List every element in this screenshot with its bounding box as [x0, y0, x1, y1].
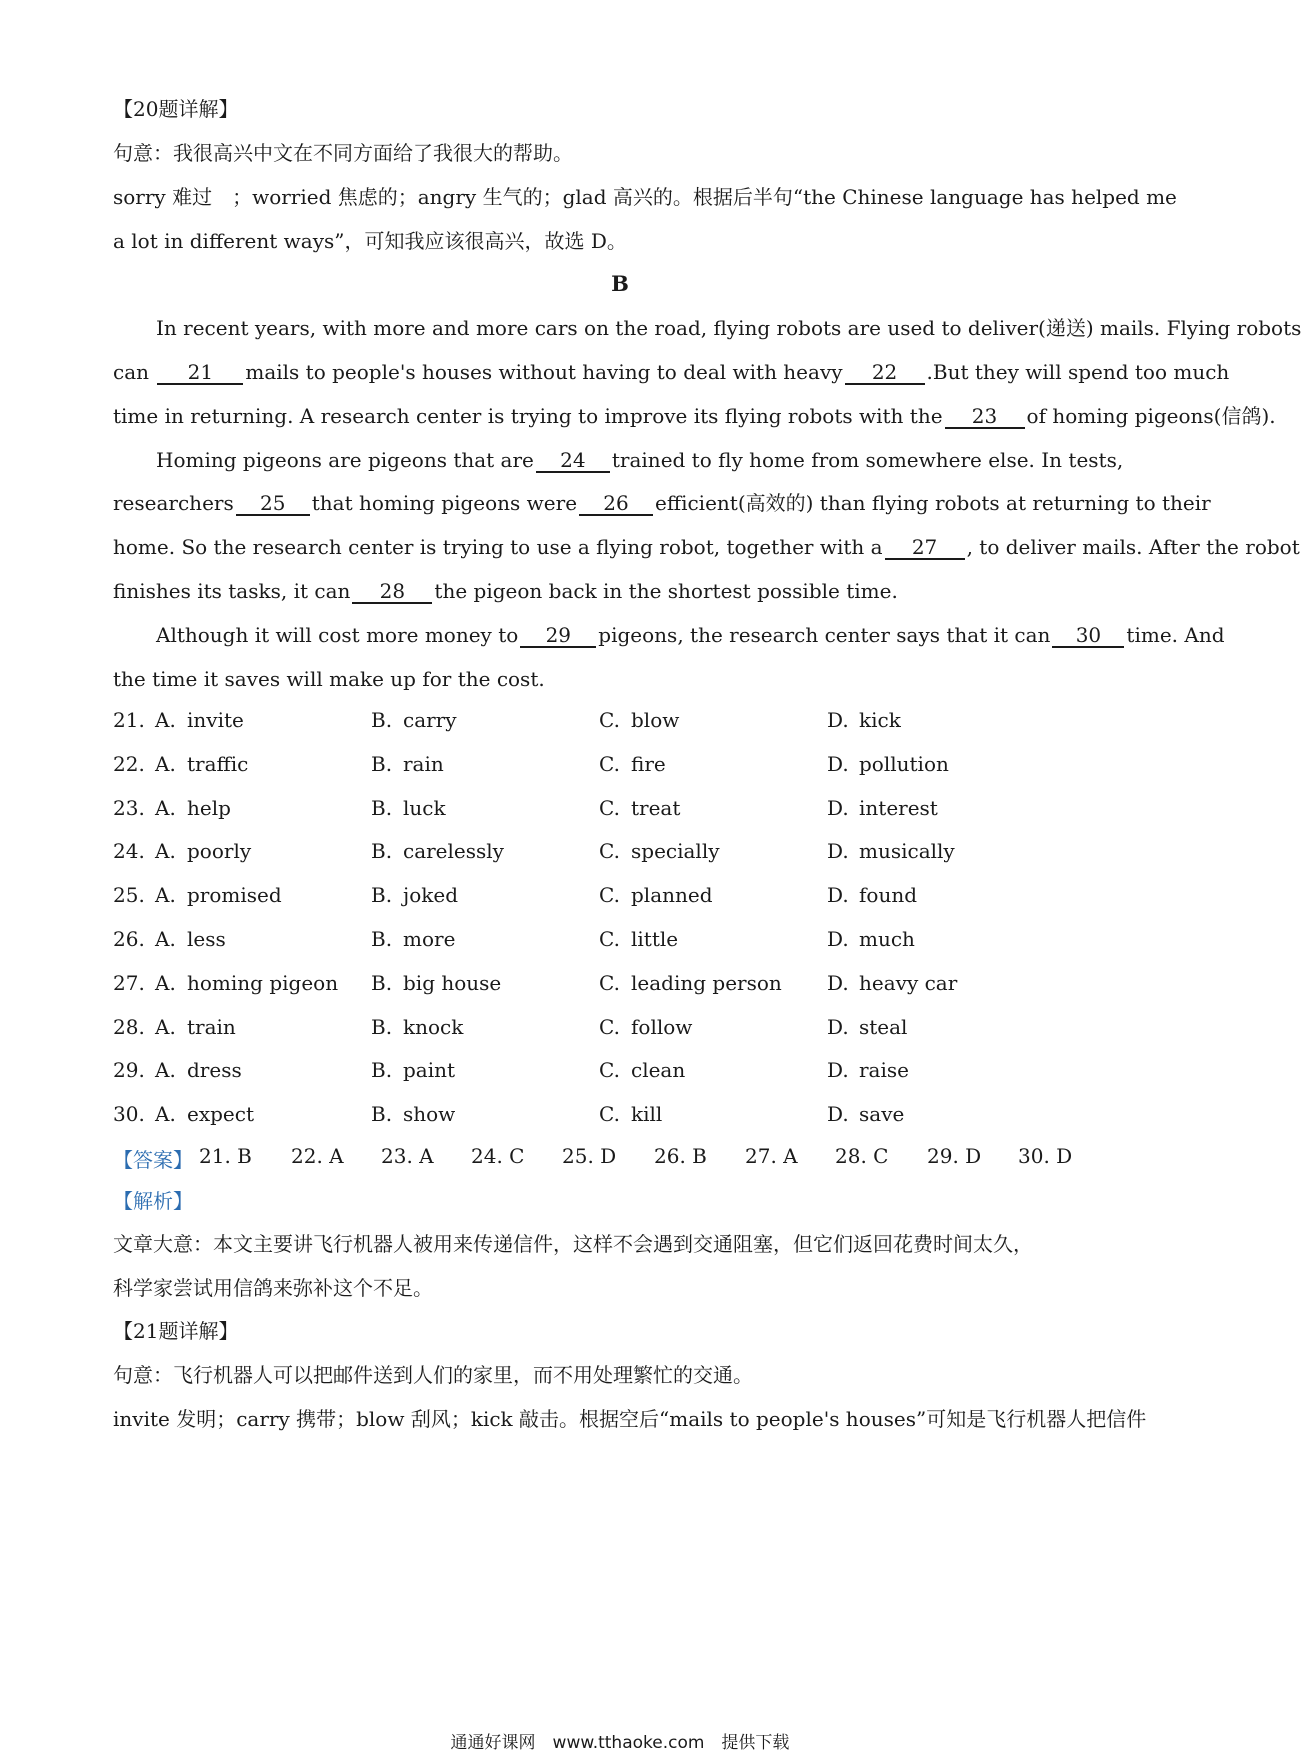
- passage-p1-line1: In recent years, with more and more cars on the road, flying robots are used to deliver(递送) mails. Flying robots: [156, 316, 1301, 340]
- footer-watermark: 通通好课网 www.tthaoke.com 提供下载: [450, 1733, 790, 1753]
- option-text: paint: [403, 1058, 456, 1083]
- answer-item: 30. D: [1018, 1144, 1073, 1168]
- answer-item: 29. D: [927, 1144, 982, 1168]
- question-row: [113, 1015, 1133, 1043]
- option-text: big house: [403, 970, 502, 995]
- option-text: treat: [631, 795, 681, 820]
- option-letter: A.: [155, 1014, 176, 1039]
- text-segment: Homing pigeons are pigeons that are: [156, 448, 534, 472]
- passage-p1-line3: [113, 403, 1276, 429]
- text-segment: efficient(高效的) than flying robots at returning to their: [655, 491, 1211, 515]
- text-segment: home. So the research center is trying to use a flying robot, together with a: [113, 535, 883, 559]
- section-21-meaning: 句意：飞行机器人可以把邮件送到人们的家里，而不用处理繁忙的交通。: [113, 1363, 753, 1387]
- option-text: traffic: [187, 751, 249, 776]
- text-segment: , to deliver mails. After the robot: [966, 535, 1300, 559]
- option-text: heavy car: [859, 970, 958, 995]
- option-letter: C.: [599, 927, 620, 951]
- analysis-summary-1: 文章大意：本文主要讲飞行机器人被用来传递信件，这样不会遇到交通阻塞，但它们返回花费时间太久，: [113, 1232, 1033, 1256]
- option-c: [599, 708, 679, 732]
- analysis-tag: 【解析】: [113, 1189, 193, 1213]
- option-text: blow: [631, 708, 680, 732]
- text-segment: pigeons, the research center says that it can: [598, 623, 1051, 647]
- option-a: [155, 839, 251, 863]
- option-a: [155, 883, 282, 907]
- answer-item: 25. D: [562, 1144, 617, 1168]
- option-letter: B.: [371, 1102, 393, 1127]
- text-segment: Although it will cost more money to: [156, 623, 519, 647]
- answer-row: [113, 1144, 1133, 1173]
- question-number: 26.: [113, 927, 145, 951]
- section-21-heading: 【21题详解】: [113, 1319, 239, 1343]
- answer-item: 24. C: [471, 1144, 525, 1168]
- option-letter: C.: [599, 1058, 620, 1083]
- blank-25: 25: [236, 492, 310, 516]
- option-text: little: [631, 927, 679, 951]
- option-c: [599, 927, 678, 951]
- section-20-explain-2: a lot in different ways”，可知我应该很高兴，故选 D。: [113, 229, 627, 253]
- option-c: [599, 839, 720, 863]
- question-row: [113, 927, 1133, 955]
- text-segment: finishes its tasks, it can: [113, 579, 351, 603]
- answer-item: 26. B: [654, 1144, 707, 1168]
- option-b: [371, 839, 504, 863]
- option-text: dress: [187, 1058, 242, 1083]
- section-20-meaning: 句意：我很高兴中文在不同方面给了我很大的帮助。: [113, 141, 573, 165]
- question-number: 24.: [113, 839, 145, 864]
- option-d: [827, 883, 917, 907]
- option-text: rain: [403, 751, 444, 776]
- question-row: [113, 839, 1133, 867]
- question-row: [113, 971, 1133, 999]
- passage-p2-line3: [113, 534, 1300, 560]
- answer-tag: 【答案】: [113, 1148, 193, 1172]
- option-b: [371, 883, 458, 907]
- option-letter: B.: [371, 751, 393, 776]
- answer-item: 27. A: [745, 1144, 798, 1168]
- question-number: 22.: [113, 751, 145, 776]
- section-21-explain: invite 发明；carry 携带；blow 刮风；kick 敲击。根据空后“mails to people's houses”可知是飞行机器人把信件: [113, 1407, 1147, 1431]
- option-text: raise: [859, 1058, 909, 1083]
- option-a: [155, 708, 244, 732]
- text-segment: trained to fly home from somewhere else. In tests,: [611, 448, 1124, 472]
- option-b: [371, 927, 455, 951]
- option-c: [599, 971, 782, 995]
- option-letter: C.: [599, 883, 620, 908]
- option-c: [599, 752, 666, 776]
- blank-29: 29: [520, 624, 596, 648]
- option-letter: A.: [155, 1102, 176, 1127]
- option-b: [371, 1058, 455, 1082]
- option-text: help: [187, 795, 231, 820]
- blank-24: 24: [536, 449, 610, 473]
- option-d: [827, 752, 949, 776]
- option-text: kill: [631, 1102, 663, 1127]
- answer-item: 23. A: [381, 1144, 434, 1168]
- option-letter: A.: [155, 795, 176, 820]
- option-letter: B.: [371, 970, 393, 995]
- blank-26: 26: [579, 492, 653, 516]
- text-segment: can: [113, 360, 156, 384]
- option-text: steal: [859, 1014, 908, 1039]
- text-segment: time in returning. A research center is trying to improve its flying robots with the: [113, 404, 943, 428]
- text-segment: of homing pigeons(信鸽).: [1026, 404, 1276, 428]
- option-letter: B.: [371, 927, 393, 951]
- text-segment: .But they will spend too much: [926, 360, 1230, 384]
- text-segment: mails to people's houses without having to deal with heavy: [245, 360, 843, 384]
- text-segment: time. And: [1126, 623, 1225, 647]
- text-segment: researchers: [113, 491, 234, 515]
- option-a: [155, 1015, 236, 1039]
- option-letter: B.: [371, 795, 393, 820]
- text-segment: the pigeon back in the shortest possible time.: [434, 579, 898, 603]
- option-text: promised: [187, 883, 282, 908]
- option-letter: A.: [155, 883, 176, 908]
- option-b: [371, 752, 444, 776]
- option-letter: C.: [599, 708, 620, 732]
- option-letter: A.: [155, 970, 176, 995]
- option-letter: D.: [827, 839, 849, 864]
- option-text: joked: [403, 883, 458, 908]
- question-row: [113, 796, 1133, 824]
- question-number: 28.: [113, 1014, 145, 1039]
- option-text: kick: [859, 708, 901, 732]
- option-letter: B.: [371, 1014, 393, 1039]
- option-text: planned: [631, 883, 713, 908]
- answer-item: 21. B: [199, 1144, 252, 1168]
- option-text: clean: [631, 1058, 686, 1083]
- option-d: [827, 1102, 904, 1126]
- question-number: 23.: [113, 795, 145, 820]
- option-text: pollution: [859, 751, 949, 776]
- option-letter: D.: [827, 970, 849, 995]
- question-row: [113, 1058, 1133, 1086]
- option-text: carelessly: [403, 839, 504, 864]
- option-text: much: [859, 927, 915, 951]
- option-letter: A.: [155, 751, 176, 776]
- question-number: 29.: [113, 1058, 145, 1083]
- option-letter: C.: [599, 1014, 620, 1039]
- blank-23: 23: [945, 405, 1025, 429]
- option-text: luck: [403, 795, 446, 820]
- option-text: knock: [403, 1014, 464, 1039]
- option-c: [599, 796, 680, 820]
- option-text: interest: [859, 795, 938, 820]
- option-a: [155, 1058, 242, 1082]
- option-a: [155, 971, 338, 995]
- option-letter: C.: [599, 970, 620, 995]
- option-letter: D.: [827, 883, 849, 908]
- option-letter: D.: [827, 1102, 849, 1127]
- passage-p2-line2: [113, 490, 1211, 516]
- option-letter: D.: [827, 708, 849, 732]
- passage-p1-line2: [113, 359, 1230, 385]
- option-letter: C.: [599, 795, 620, 820]
- passage-p3-line2: the time it saves will make up for the cost.: [113, 667, 545, 691]
- option-letter: A.: [155, 708, 176, 732]
- option-letter: A.: [155, 1058, 176, 1083]
- blank-27: 27: [885, 536, 965, 560]
- option-b: [371, 1015, 463, 1039]
- option-b: [371, 796, 446, 820]
- option-text: less: [187, 927, 226, 951]
- option-letter: D.: [827, 795, 849, 820]
- question-number: 25.: [113, 883, 145, 908]
- question-number: 30.: [113, 1102, 145, 1127]
- passage-p3-line1: [156, 622, 1225, 648]
- question-row: [113, 752, 1133, 780]
- option-d: [827, 1058, 909, 1082]
- option-letter: C.: [599, 839, 620, 864]
- option-letter: C.: [599, 751, 620, 776]
- question-row: [113, 883, 1133, 911]
- option-letter: B.: [371, 839, 393, 864]
- option-letter: D.: [827, 1058, 849, 1083]
- option-letter: D.: [827, 927, 849, 951]
- option-letter: B.: [371, 883, 393, 908]
- part-title: B: [611, 271, 629, 296]
- blank-30: 30: [1052, 624, 1124, 648]
- option-d: [827, 927, 915, 951]
- passage-p2-line4: [113, 578, 1133, 604]
- passage-p2-line1: [156, 447, 1133, 473]
- option-d: [827, 971, 957, 995]
- option-c: [599, 883, 713, 907]
- option-text: save: [859, 1102, 905, 1127]
- option-text: expect: [187, 1102, 254, 1127]
- option-b: [371, 971, 501, 995]
- question-row: [113, 708, 1133, 736]
- option-d: [827, 796, 938, 820]
- option-text: follow: [631, 1014, 693, 1039]
- option-b: [371, 708, 457, 732]
- question-row: [113, 1102, 1133, 1130]
- option-text: musically: [859, 839, 955, 864]
- option-letter: C.: [599, 1102, 620, 1127]
- question-number: 27.: [113, 970, 145, 995]
- blank-22: 22: [845, 361, 925, 385]
- option-text: homing pigeon: [187, 970, 339, 995]
- text-segment: that homing pigeons were: [311, 491, 578, 515]
- section-20-heading: 【20题详解】: [113, 97, 239, 121]
- option-letter: D.: [827, 751, 849, 776]
- option-a: [155, 752, 248, 776]
- option-d: [827, 708, 901, 732]
- option-a: [155, 796, 231, 820]
- option-text: found: [859, 883, 918, 908]
- option-d: [827, 839, 955, 863]
- option-text: show: [403, 1102, 456, 1127]
- option-a: [155, 1102, 254, 1126]
- blank-21: 21: [157, 361, 243, 385]
- option-letter: B.: [371, 708, 393, 732]
- option-text: invite: [187, 708, 244, 732]
- option-letter: A.: [155, 839, 176, 864]
- option-text: specially: [631, 839, 720, 864]
- analysis-summary-2: 科学家尝试用信鸽来弥补这个不足。: [113, 1276, 433, 1300]
- answer-item: 28. C: [835, 1144, 889, 1168]
- option-text: poorly: [187, 839, 252, 864]
- question-number: 21.: [113, 708, 145, 732]
- option-text: fire: [631, 751, 666, 776]
- option-letter: A.: [155, 927, 176, 951]
- option-text: carry: [403, 708, 457, 732]
- option-a: [155, 927, 226, 951]
- option-letter: B.: [371, 1058, 393, 1083]
- answer-item: 22. A: [291, 1144, 344, 1168]
- option-c: [599, 1015, 692, 1039]
- option-c: [599, 1102, 662, 1126]
- section-20-explain-1: sorry 难过 ；worried 焦虑的；angry 生气的；glad 高兴的。根据后半句“the Chinese language has helped me: [113, 185, 1177, 209]
- blank-28: 28: [352, 580, 432, 604]
- option-text: train: [187, 1014, 236, 1039]
- option-d: [827, 1015, 907, 1039]
- option-text: leading person: [631, 970, 782, 995]
- option-letter: D.: [827, 1014, 849, 1039]
- option-text: more: [403, 927, 456, 951]
- option-c: [599, 1058, 685, 1082]
- option-b: [371, 1102, 455, 1126]
